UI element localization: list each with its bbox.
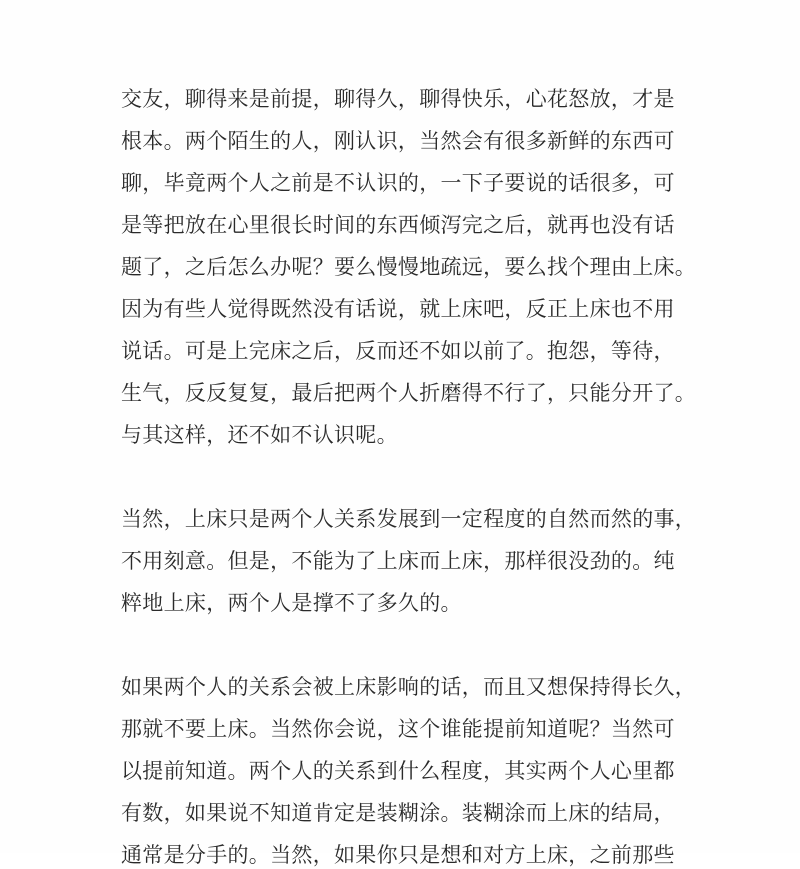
- paragraph-1-line-3: 聊，毕竟两个人之前是不认识的，一下子要说的话很多，可: [121, 171, 675, 195]
- paragraph-1-line-4: 是等把放在心里很长时间的东西倾泻完之后，就再也没有话: [121, 213, 675, 237]
- paragraph-2-line-1: 当然，上床只是两个人关系发展到一定程度的自然而然的事，: [121, 507, 697, 531]
- paragraph-3-line-1: 如果两个人的关系会被上床影响的话，而且又想保持得长久，: [121, 675, 697, 699]
- paragraph-3-line-3: 以提前知道。两个人的关系到什么程度，其实两个人心里都: [121, 759, 675, 783]
- paragraph-1-line-8: 生气，反反复复，最后把两个人折磨得不行了，只能分开了。: [121, 381, 697, 405]
- paragraph-1-line-2: 根本。两个陌生的人，刚认识，当然会有很多新鲜的东西可: [121, 129, 675, 153]
- paragraph-1-line-5: 题了，之后怎么办呢？要么慢慢地疏远，要么找个理由上床。: [121, 255, 697, 279]
- paragraph-3-line-5: 通常是分手的。当然，如果你只是想和对方上床，之前那些: [121, 843, 675, 867]
- paragraph-1-line-1: 交友，聊得来是前提，聊得久，聊得快乐，心花怒放，才是: [121, 87, 675, 111]
- paragraph-1-line-6: 因为有些人觉得既然没有话说，就上床吧，反正上床也不用: [121, 297, 675, 321]
- paragraph-1-line-7: 说话。可是上完床之后，反而还不如以前了。抱怨，等待，: [121, 339, 675, 363]
- paragraph-2-line-2: 不用刻意。但是，不能为了上床而上床，那样很没劲的。纯: [121, 549, 675, 573]
- paragraph-3-line-2: 那就不要上床。当然你会说，这个谁能提前知道呢？当然可: [121, 717, 675, 741]
- paragraph-2-line-3: 粹地上床，两个人是撑不了多久的。: [121, 591, 462, 615]
- paragraph-3-line-4: 有数，如果说不知道肯定是装糊涂。装糊涂而上床的结局，: [121, 801, 675, 825]
- paragraph-1-line-9: 与其这样，还不如不认识呢。: [121, 423, 398, 447]
